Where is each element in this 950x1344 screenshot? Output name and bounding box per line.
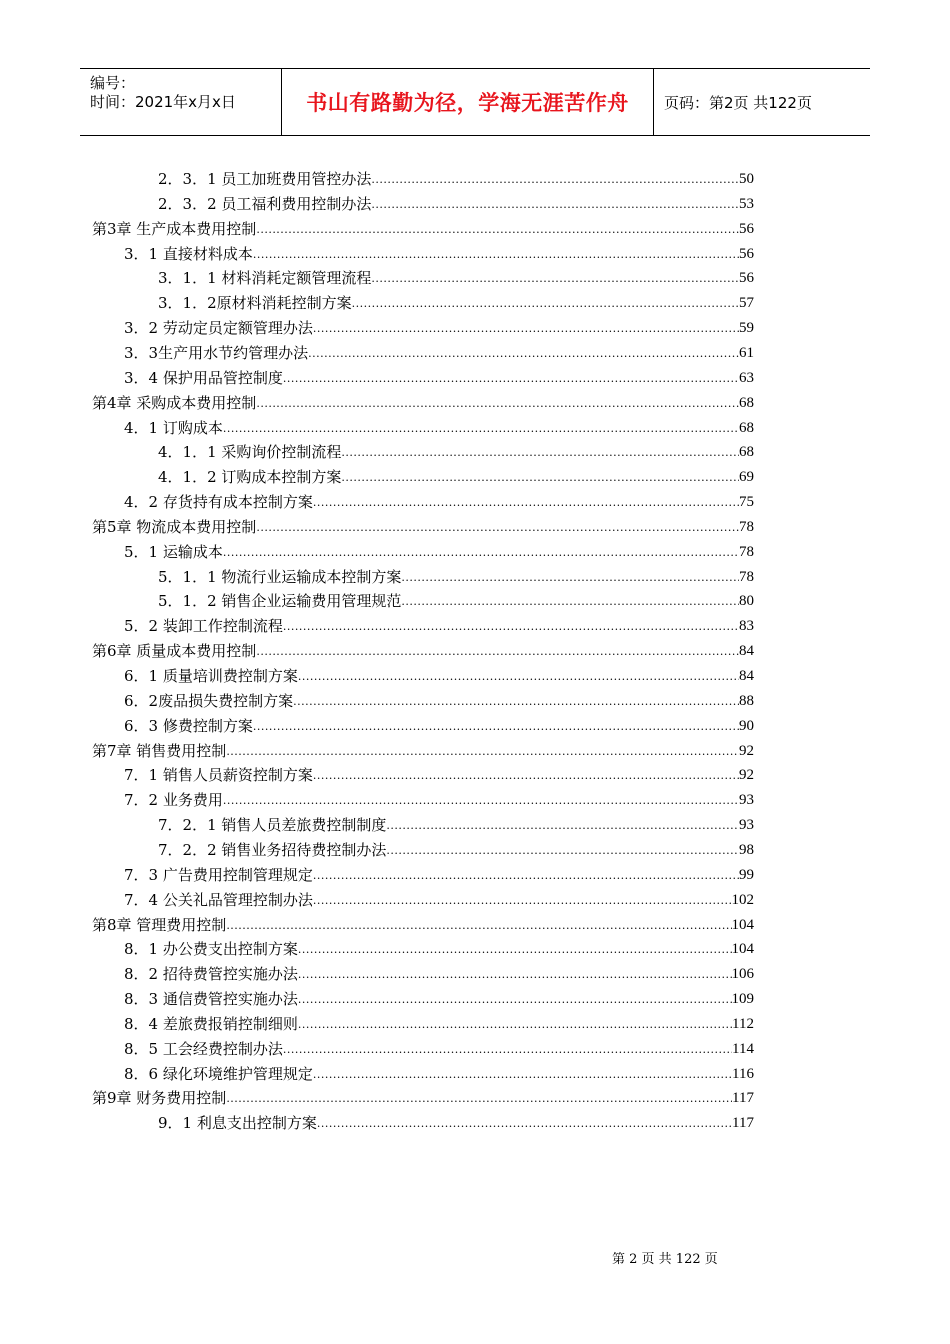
toc-entry[interactable] (158, 565, 754, 590)
toc-entry[interactable] (92, 739, 754, 764)
toc-entry-title: 6．1 质量培训费控制方案 (124, 667, 298, 685)
toc-entry-title: 8．2 招待费管控实施办法 (124, 965, 298, 984)
toc-dot-leader (386, 838, 739, 863)
toc-entry[interactable] (158, 266, 754, 291)
toc-entry-title: 3．2 劳动定员定额管理办法 (124, 319, 313, 338)
toc-entry-title: 3．3生产用水节约管理办法 (124, 343, 309, 362)
toc-entry[interactable] (92, 639, 754, 664)
toc-entry-page: 78 (739, 543, 754, 560)
doc-time-label: 时间：2021年x月x日 (90, 93, 236, 111)
toc-entry-page: 117 (732, 1115, 754, 1132)
toc-entry-title: 第7章 销售费用控制 (92, 741, 227, 760)
toc-dot-leader (401, 589, 739, 614)
toc-entry[interactable] (124, 614, 754, 639)
toc-entry-page: 83 (739, 618, 754, 635)
toc-entry-page: 56 (739, 245, 754, 262)
toc-entry-page: 50 (739, 171, 754, 187)
toc-entry-title: 第5章 物流成本费用控制 (92, 517, 257, 536)
toc-dot-leader (341, 465, 739, 490)
toc-entry[interactable] (124, 962, 754, 987)
toc-entry-title: 7．3 广告费用控制管理规定 (124, 865, 313, 884)
toc-entry-page: 69 (739, 469, 754, 486)
toc-entry-page: 104 (731, 941, 754, 958)
toc-entry-title: 第3章 生产成本费用控制 (92, 219, 257, 238)
toc-entry[interactable] (124, 689, 754, 714)
toc-entry[interactable] (124, 1037, 754, 1062)
toc-dot-leader (226, 913, 731, 938)
toc-dot-leader (283, 614, 739, 639)
toc-entry-page: 106 (731, 966, 754, 983)
toc-dot-leader (313, 863, 739, 888)
toc-entry-page: 68 (739, 419, 754, 436)
toc-entry-page: 56 (739, 220, 754, 237)
toc-entry-page: 75 (739, 494, 754, 511)
toc-entry-page: 53 (739, 195, 754, 212)
toc-dot-leader (401, 565, 739, 590)
toc-entry[interactable] (124, 763, 754, 788)
toc-dot-leader (352, 291, 739, 316)
toc-entry[interactable] (158, 167, 754, 192)
toc-dot-leader (313, 888, 732, 913)
header-meta (80, 69, 281, 135)
toc-dot-leader (256, 217, 739, 242)
toc-dot-leader (371, 167, 739, 192)
toc-entry[interactable] (124, 490, 754, 515)
toc-dot-leader (298, 987, 732, 1012)
toc-entry[interactable] (124, 863, 754, 888)
toc-dot-leader (313, 490, 739, 515)
toc-dot-leader (223, 788, 739, 813)
toc-entry[interactable] (92, 217, 754, 242)
toc-entry-page: 99 (739, 866, 754, 883)
toc-entry[interactable] (92, 1086, 754, 1111)
toc-entry-title: 4．1．2 订购成本控制方案 (158, 468, 342, 487)
toc-dot-leader (253, 242, 739, 267)
toc-dot-leader (226, 739, 739, 764)
toc-entry-page: 116 (732, 1065, 754, 1082)
toc-entry-title: 6．2废品损失费控制方案 (124, 691, 294, 710)
toc-entry[interactable] (124, 888, 754, 913)
toc-entry-page: 61 (739, 344, 754, 361)
toc-entry[interactable] (124, 937, 754, 962)
toc-entry-page: 102 (731, 891, 754, 908)
toc-entry-title: 第6章 质量成本费用控制 (92, 642, 257, 661)
toc-entry[interactable] (124, 987, 754, 1012)
toc-entry-page: 68 (739, 394, 754, 411)
toc-entry[interactable] (124, 664, 754, 689)
toc-dot-leader (256, 639, 739, 664)
toc-dot-leader (317, 1111, 732, 1136)
toc-entry-title: 2．3．2 员工福利费用控制办法 (158, 194, 372, 213)
toc-entry[interactable] (158, 192, 754, 217)
toc-dot-leader (386, 813, 739, 838)
toc-entry-page: 68 (739, 444, 754, 461)
toc-entry[interactable] (124, 242, 754, 267)
toc-entry-page: 84 (739, 643, 754, 660)
toc-entry-title: 7．2．2 销售业务招待费控制办法 (158, 840, 387, 859)
toc-entry-title: 5．1．2 销售企业运输费用管理规范 (158, 592, 402, 611)
footer-page-number: 第 2 页 共 122 页 (612, 1252, 718, 1267)
header-page-info: 页码：第2页 共122页 (664, 93, 812, 112)
toc-entry[interactable] (158, 813, 754, 838)
toc-entry-page: 114 (732, 1040, 754, 1057)
toc-dot-leader (293, 689, 739, 714)
toc-entry-page: 93 (739, 792, 754, 809)
toc-entry[interactable] (124, 416, 754, 441)
toc-dot-leader (283, 1037, 732, 1062)
toc-entry-page: 57 (739, 295, 754, 312)
toc-entry[interactable] (124, 540, 754, 565)
toc-entry[interactable] (124, 1012, 754, 1037)
toc-entry-title: 9．1 利息支出控制方案 (158, 1114, 317, 1133)
toc-dot-leader (313, 316, 739, 341)
toc-dot-leader (298, 937, 732, 962)
toc-entry-title: 4．1．1 采购询价控制流程 (158, 443, 342, 462)
toc-entry-title: 3．1．2原材料消耗控制方案 (158, 294, 352, 313)
toc-entry-page: 92 (739, 767, 754, 784)
toc-entry-page: 90 (739, 717, 754, 734)
toc-entry-title: 6．3 修费控制方案 (124, 716, 253, 735)
toc-entry-title: 2．3．1 员工加班费用管控办法 (158, 170, 372, 188)
header-slogan-cell (281, 69, 654, 135)
toc-entry[interactable] (124, 316, 754, 341)
toc-dot-leader (223, 540, 739, 565)
toc-entry-page: 117 (732, 1090, 754, 1107)
toc-entry[interactable] (158, 291, 754, 316)
toc-entry-title: 5．1．1 物流行业运输成本控制方案 (158, 567, 402, 586)
toc-dot-leader (371, 192, 739, 217)
toc-dot-leader (298, 1012, 732, 1037)
toc-entry-title: 7．2 业务费用 (124, 791, 223, 810)
toc-entry[interactable] (92, 913, 754, 938)
toc-entry[interactable] (158, 589, 754, 614)
toc-entry-page: 78 (739, 518, 754, 535)
toc-entry[interactable] (158, 440, 754, 465)
toc-entry-title: 8．6 绿化环境维护管理规定 (124, 1064, 313, 1083)
toc-dot-leader (256, 515, 739, 540)
toc-entry-title: 7．2．1 销售人员差旅费控制制度 (158, 816, 387, 835)
doc-number-label: 编号： (90, 74, 136, 92)
toc-entry-page: 56 (739, 270, 754, 287)
toc-dot-leader (313, 1062, 732, 1087)
toc-entry-page: 92 (739, 742, 754, 759)
toc-entry[interactable] (124, 714, 754, 739)
toc-entry-page: 59 (739, 320, 754, 337)
toc-entry-title: 5．2 装卸工作控制流程 (124, 617, 283, 636)
toc-entry-title: 第9章 财务费用控制 (92, 1089, 227, 1108)
toc-entry-title: 4．1 订购成本 (124, 418, 223, 437)
toc-entry[interactable] (92, 515, 754, 540)
toc-dot-leader (298, 664, 739, 689)
toc-entry-title: 第8章 管理费用控制 (92, 915, 227, 934)
toc-entry-title: 4．2 存货持有成本控制方案 (124, 493, 313, 512)
toc-entry[interactable] (158, 1111, 754, 1136)
toc-dot-leader (313, 763, 739, 788)
header-slogan: 书山有路勤为径，学海无涯苦作舟 (306, 91, 629, 115)
toc-entry-title: 3．4 保护用品管控制度 (124, 368, 283, 387)
toc-dot-leader (341, 440, 739, 465)
toc-entry-page: 93 (739, 817, 754, 834)
toc-dot-leader (226, 1086, 732, 1111)
page-header (80, 68, 870, 136)
toc-entry-title: 3．1．1 材料消耗定额管理流程 (158, 269, 372, 288)
toc-entry-title: 8．1 办公费支出控制方案 (124, 940, 298, 959)
toc-dot-leader (283, 366, 739, 391)
toc-entry[interactable] (124, 1062, 754, 1087)
toc-entry-page: 98 (739, 841, 754, 858)
toc-entry-title: 7．1 销售人员薪资控制方案 (124, 766, 313, 785)
toc-dot-leader (298, 962, 732, 987)
toc-entry-title: 第4章 采购成本费用控制 (92, 393, 257, 412)
toc-dot-leader (256, 391, 739, 416)
toc-entry[interactable] (124, 341, 754, 366)
toc-entry[interactable] (158, 838, 754, 863)
toc-dot-leader (371, 266, 739, 291)
toc-entry-page: 109 (731, 991, 754, 1008)
toc-entry-page: 63 (739, 369, 754, 386)
toc-entry-title: 5．1 运输成本 (124, 542, 223, 561)
toc-dot-leader (253, 714, 739, 739)
toc-dot-leader (308, 341, 739, 366)
toc-dot-leader (223, 416, 739, 441)
toc-entry[interactable] (92, 391, 754, 416)
toc-entry-page: 104 (731, 916, 754, 933)
toc-entry-title: 3．1 直接材料成本 (124, 244, 253, 263)
toc-entry-title: 8．3 通信费管控实施办法 (124, 990, 298, 1009)
toc-entry-title: 8．4 差旅费报销控制细则 (124, 1014, 298, 1033)
toc-entry-title: 7．4 公关礼品管理控制办法 (124, 890, 313, 909)
toc-entry-page: 84 (739, 668, 754, 684)
toc-entry-page: 88 (739, 692, 754, 709)
toc-entry[interactable] (158, 465, 754, 490)
toc-entry-page: 80 (739, 593, 754, 610)
toc-entry-title: 8．5 工会经费控制办法 (124, 1039, 283, 1058)
toc-entry[interactable] (124, 788, 754, 813)
header-page-cell (654, 69, 870, 135)
toc-entry-page: 78 (739, 568, 754, 585)
toc-entry-page: 112 (732, 1015, 754, 1032)
toc-entry[interactable] (124, 366, 754, 391)
